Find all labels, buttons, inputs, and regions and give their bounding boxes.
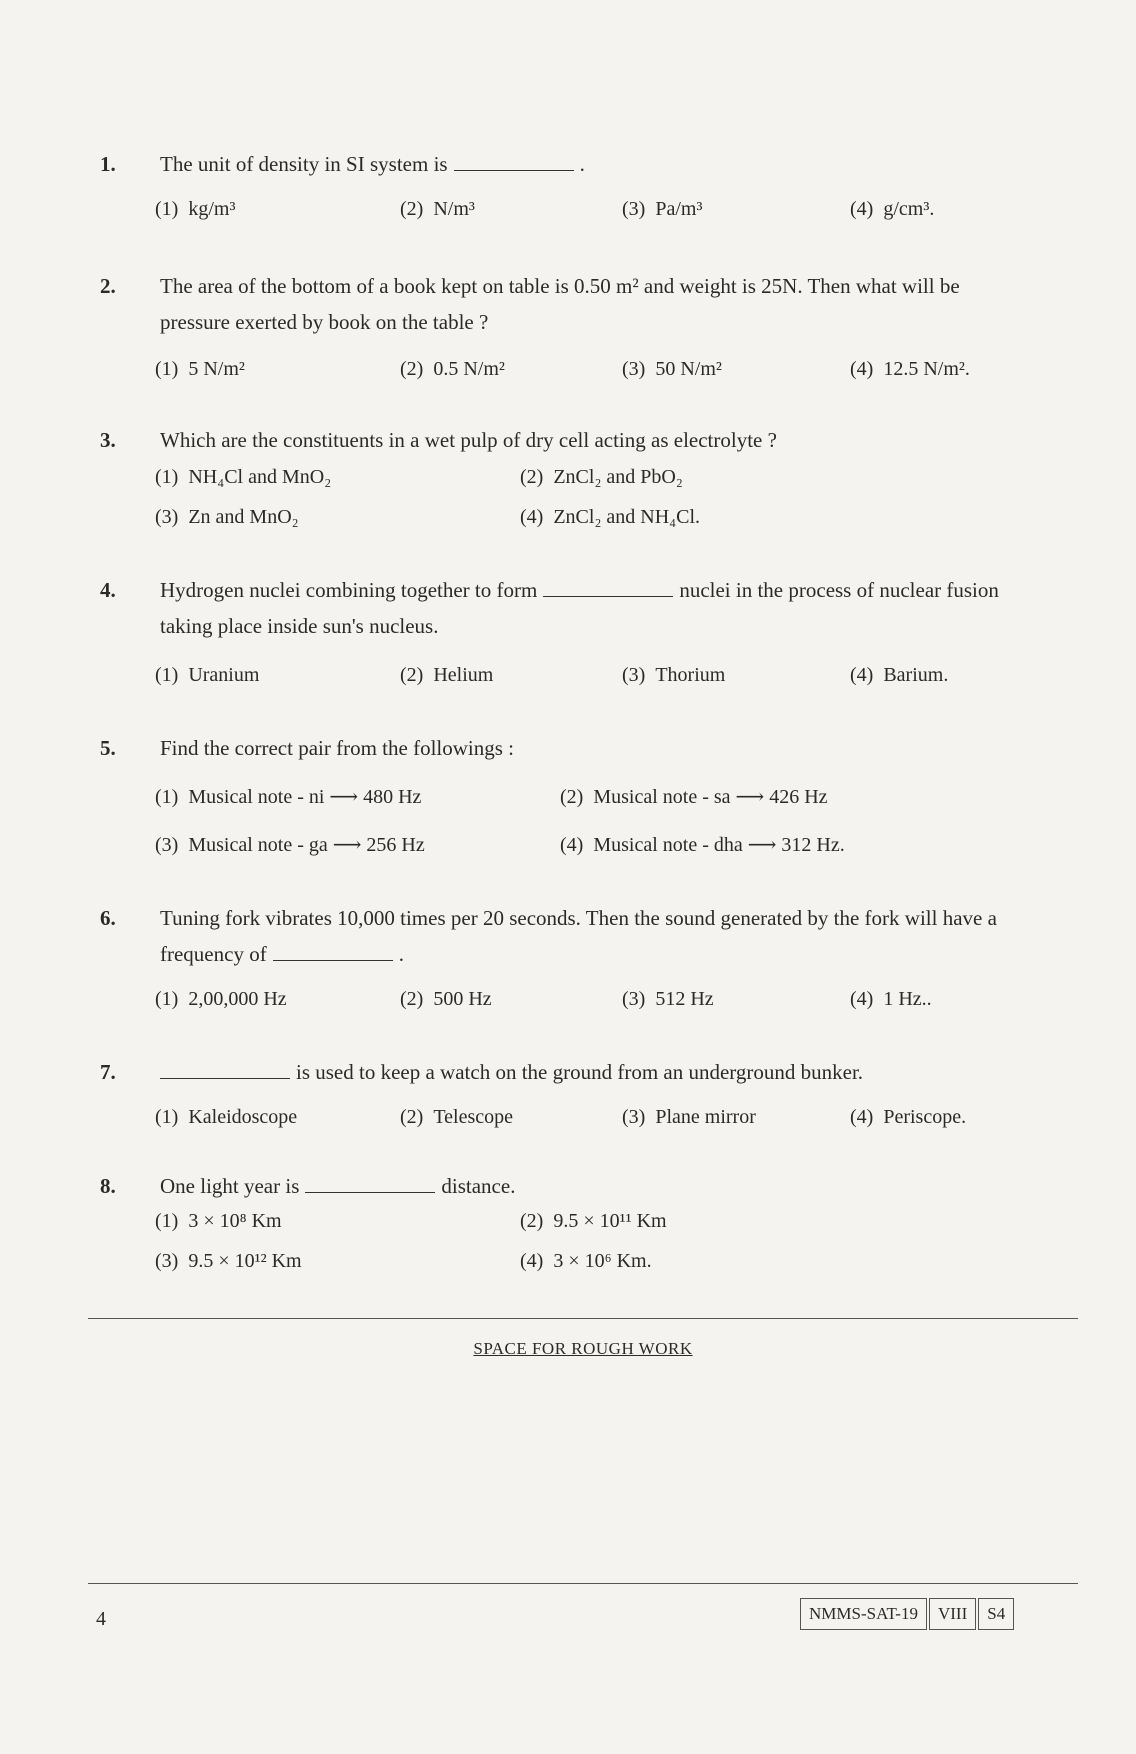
option-6-4: (4) 1 Hz.. xyxy=(850,988,932,1010)
question-number: 6. xyxy=(100,906,116,930)
question-number: 8. xyxy=(100,1174,116,1198)
question-number: 5. xyxy=(100,736,116,760)
question-number: 1. xyxy=(100,152,116,176)
option-7-3: (3) Plane mirror xyxy=(622,1106,756,1128)
option-4-4: (4) Barium. xyxy=(850,664,949,686)
option-1-1: (1) kg/m³ xyxy=(155,198,236,220)
option-2-3: (3) 50 N/m² xyxy=(622,358,722,380)
option-2-2: (2) 0.5 N/m² xyxy=(400,358,505,380)
question-text: Which are the constituents in a wet pulp of dry cell acting as electrolyte ? xyxy=(160,428,777,452)
question-text: is used to keep a watch on the ground from an underground bunker. xyxy=(160,1054,1030,1090)
option-4-2: (2) Helium xyxy=(400,664,494,686)
option-4-3: (3) Thorium xyxy=(622,664,726,686)
option-1-2: (2) N/m³ xyxy=(400,198,475,220)
paper-series: S4 xyxy=(978,1598,1014,1630)
option-2-1: (1) 5 N/m² xyxy=(155,358,245,380)
option-1-4: (4) g/cm³. xyxy=(850,198,935,220)
question-text: The area of the bottom of a book kept on table is 0.50 m² and weight is 25N. Then what will be pressure exerted by book on the table ? xyxy=(160,274,960,334)
option-6-1: (1) 2,00,000 Hz xyxy=(155,988,287,1010)
option-4-1: (1) Uranium xyxy=(155,664,260,686)
option-6-3: (3) 512 Hz xyxy=(622,988,714,1010)
rough-work-area xyxy=(88,1318,1078,1584)
paper-class: VIII xyxy=(929,1598,976,1630)
rough-work-title: SPACE FOR ROUGH WORK xyxy=(473,1339,693,1358)
option-5-4: (4) Musical note - dha ⟶ 312 Hz. xyxy=(560,834,845,856)
page-number: 4 xyxy=(96,1608,106,1630)
question-number: 2. xyxy=(100,274,116,298)
option-8-3: (3) 9.5 × 10¹² Km xyxy=(155,1250,302,1272)
question-number: 4. xyxy=(100,578,116,602)
option-3-1: (1) NH₄Cl and MnO₂ xyxy=(155,466,332,488)
option-7-1: (1) Kaleidoscope xyxy=(155,1106,298,1128)
option-3-3: (3) Zn and MnO₂ xyxy=(155,506,299,528)
option-3-4: (4) ZnCl₂ and NH₄Cl. xyxy=(520,506,701,528)
option-8-2: (2) 9.5 × 10¹¹ Km xyxy=(520,1210,667,1232)
option-3-2: (2) ZnCl₂ and PbO₂ xyxy=(520,466,683,488)
question-number: 3. xyxy=(100,428,116,452)
question-text: The unit of density in SI system is . xyxy=(160,152,585,176)
paper-code-box xyxy=(800,1598,1016,1630)
option-2-4: (4) 12.5 N/m². xyxy=(850,358,970,380)
question-text: Hydrogen nuclei combining together to form nuclei in the process of nuclear fusion taking place inside sun's nucleus. xyxy=(160,578,999,638)
question-text: Find the correct pair from the followings : xyxy=(160,736,514,760)
option-7-2: (2) Telescope xyxy=(400,1106,513,1128)
option-8-1: (1) 3 × 10⁸ Km xyxy=(155,1210,282,1232)
question-number: 7. xyxy=(100,1060,116,1084)
question-text: Tuning fork vibrates 10,000 times per 20 seconds. Then the sound generated by the fork will have a frequency of . xyxy=(160,906,997,966)
option-7-4: (4) Periscope. xyxy=(850,1106,967,1128)
question-text: One light year is distance. xyxy=(160,1174,516,1198)
option-5-2: (2) Musical note - sa ⟶ 426 Hz xyxy=(560,786,828,808)
option-8-4: (4) 3 × 10⁶ Km. xyxy=(520,1250,652,1272)
option-6-2: (2) 500 Hz xyxy=(400,988,492,1010)
paper-code: NMMS-SAT-19 xyxy=(800,1598,927,1630)
option-5-1: (1) Musical note - ni ⟶ 480 Hz xyxy=(155,786,422,808)
option-5-3: (3) Musical note - ga ⟶ 256 Hz xyxy=(155,834,425,856)
option-1-3: (3) Pa/m³ xyxy=(622,198,703,220)
